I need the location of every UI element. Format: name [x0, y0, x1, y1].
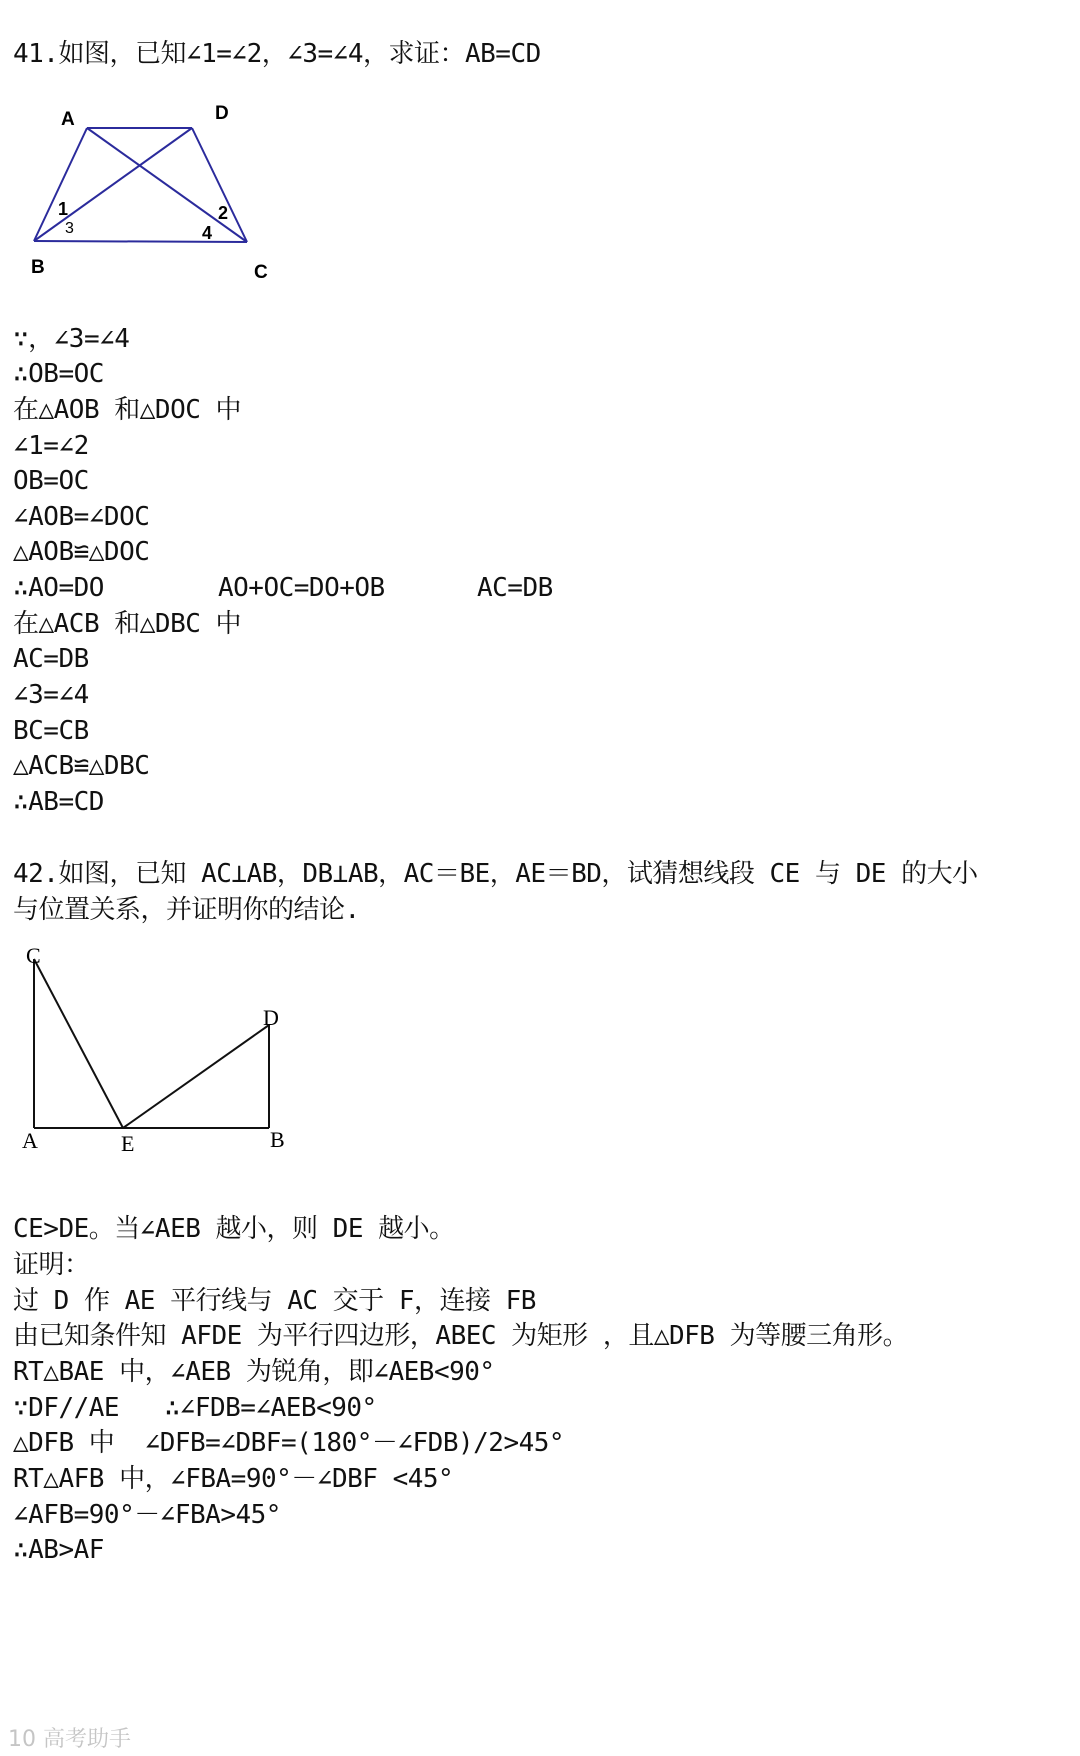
- proof41-line-11: ∠3=∠4: [13, 680, 89, 710]
- proof41-line-12: BC=CB: [13, 716, 89, 746]
- proof41-line-5: OB=OC: [13, 466, 89, 496]
- problem-42-statement-line1: 42.如图，已知 AC⊥AB，DB⊥AB，AC＝BE，AE＝BD，试猜想线段 CE 与 DE 的大小: [13, 859, 978, 889]
- problem-42-statement-line2: 与位置关系，并证明你的结论.: [13, 895, 360, 925]
- label-c: C: [26, 943, 41, 968]
- angle-label-1: 1: [58, 199, 69, 219]
- problem-42-figure: [0, 935, 320, 1165]
- angle-label-2: 2: [218, 203, 229, 223]
- label-c: C: [254, 262, 268, 283]
- segment-ab: [34, 128, 87, 241]
- label-a: A: [22, 1128, 38, 1153]
- proof41-line-9: 在△ACB 和△DBC 中: [13, 609, 242, 639]
- proof41-line-1: ∵，∠3=∠4: [13, 324, 130, 354]
- label-d: D: [263, 1005, 279, 1030]
- segment-db: [34, 128, 192, 241]
- proof41-line-10: AC=DB: [13, 644, 89, 674]
- proof41-line-2: ∴OB=OC: [13, 359, 104, 389]
- proof41-line-8b: AO+OC=DO+OB: [218, 573, 385, 603]
- problem-41-figure: [0, 95, 320, 295]
- label-d: D: [215, 103, 229, 124]
- angle-label-4: 4: [202, 223, 213, 243]
- answer42-line-6: ∵DF//AE ∴∠FDB=∠AEB<90°: [13, 1393, 377, 1423]
- segment-ed: [123, 1025, 269, 1128]
- answer42-line-10: ∴AB>AF: [13, 1535, 104, 1565]
- proof41-line-8c: AC=DB: [477, 573, 553, 603]
- segment-dc: [192, 128, 247, 242]
- answer42-line-7: △DFB 中 ∠DFB=∠DBF=(180°－∠FDB)/2>45°: [13, 1428, 565, 1458]
- proof41-line-14: ∴AB=CD: [13, 787, 104, 817]
- label-a: A: [61, 109, 75, 130]
- angle-label-3: 3: [65, 220, 74, 237]
- proof41-line-8: ∴AO=DO: [13, 573, 104, 603]
- answer42-line-5: RT△BAE 中，∠AEB 为锐角，即∠AEB<90°: [13, 1357, 495, 1387]
- proof41-line-7: △AOB≌△DOC: [13, 537, 150, 567]
- problem-41-statement: 41.如图，已知∠1=∠2，∠3=∠4，求证：AB=CD: [13, 39, 541, 69]
- answer42-line-8: RT△AFB 中，∠FBA=90°－∠DBF <45°: [13, 1464, 454, 1494]
- segment-ce: [34, 959, 123, 1128]
- label-b: B: [270, 1127, 285, 1152]
- proof41-line-3: 在△AOB 和△DOC 中: [13, 395, 242, 425]
- answer42-line-1: CE>DE。当∠AEB 越小，则 DE 越小。: [13, 1214, 455, 1244]
- label-b: B: [31, 257, 45, 278]
- label-e: E: [121, 1131, 135, 1156]
- proof41-line-4: ∠1=∠2: [13, 431, 89, 461]
- proof41-line-13: △ACB≌△DBC: [13, 751, 150, 781]
- answer42-line-9: ∠AFB=90°－∠FBA>45°: [13, 1500, 281, 1530]
- proof41-line-6: ∠AOB=∠DOC: [13, 502, 150, 532]
- answer42-line-4: 由已知条件知 AFDE 为平行四边形，ABEC 为矩形 ，且△DFB 为等腰三角形。: [13, 1321, 909, 1351]
- answer42-line-3: 过 D 作 AE 平行线与 AC 交于 F，连接 FB: [13, 1286, 536, 1316]
- segment-bc: [34, 241, 247, 242]
- watermark: 10 高考助手: [8, 1727, 131, 1752]
- answer42-line-2: 证明：: [13, 1250, 90, 1280]
